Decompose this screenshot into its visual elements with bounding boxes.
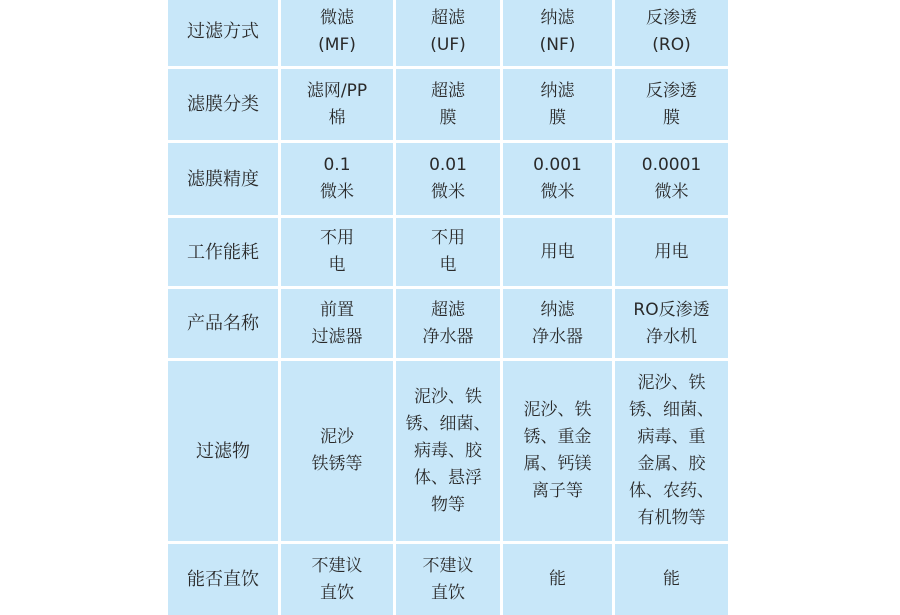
cell-method-mf: 微滤 (MF) [281,0,393,66]
cell-energy-ro: 用电 [615,218,728,286]
cell-method-ro: 反渗透 (RO) [615,0,728,66]
cell-energy-uf: 不用 电 [396,218,500,286]
cell-membrane-ro: 反渗透 膜 [615,69,728,140]
cell-method-nf: 纳滤 (NF) [503,0,612,66]
row-header-energy: 工作能耗 [168,218,278,286]
cell-energy-mf: 不用 电 [281,218,393,286]
cell-energy-nf: 用电 [503,218,612,286]
row-header-membrane-type: 滤膜分类 [168,69,278,140]
cell-product-mf: 前置 过滤器 [281,289,393,358]
cell-product-uf: 超滤 净水器 [396,289,500,358]
row-header-precision: 滤膜精度 [168,143,278,215]
cell-filtered-ro: 泥沙、铁 锈、细菌、 病毒、重 金属、胶 体、农药、 有机物等 [615,361,728,541]
cell-precision-nf: 0.001 微米 [503,143,612,215]
cell-drinkable-nf: 能 [503,544,612,615]
cell-membrane-uf: 超滤 膜 [396,69,500,140]
cell-membrane-nf: 纳滤 膜 [503,69,612,140]
cell-drinkable-mf: 不建议 直饮 [281,544,393,615]
cell-product-nf: 纳滤 净水器 [503,289,612,358]
cell-method-uf: 超滤 (UF) [396,0,500,66]
cell-filtered-mf: 泥沙 铁锈等 [281,361,393,541]
cell-filtered-nf: 泥沙、铁 锈、重金 属、钙镁 离子等 [503,361,612,541]
row-header-filter-method: 过滤方式 [168,0,278,66]
cell-precision-mf: 0.1 微米 [281,143,393,215]
table-grid [168,0,728,603]
filtration-comparison-table [168,0,728,603]
cell-precision-uf: 0.01 微米 [396,143,500,215]
cell-drinkable-uf: 不建议 直饮 [396,544,500,615]
cell-precision-ro: 0.0001 微米 [615,143,728,215]
row-header-product-name: 产品名称 [168,289,278,358]
cell-filtered-uf: 泥沙、铁 锈、细菌、 病毒、胶 体、悬浮 物等 [396,361,500,541]
cell-drinkable-ro: 能 [615,544,728,615]
row-header-direct-drinking: 能否直饮 [168,544,278,615]
row-header-filtered-substances: 过滤物 [168,361,278,541]
cell-product-ro: RO反渗透 净水机 [615,289,728,358]
cell-membrane-mf: 滤网/PP 棉 [281,69,393,140]
